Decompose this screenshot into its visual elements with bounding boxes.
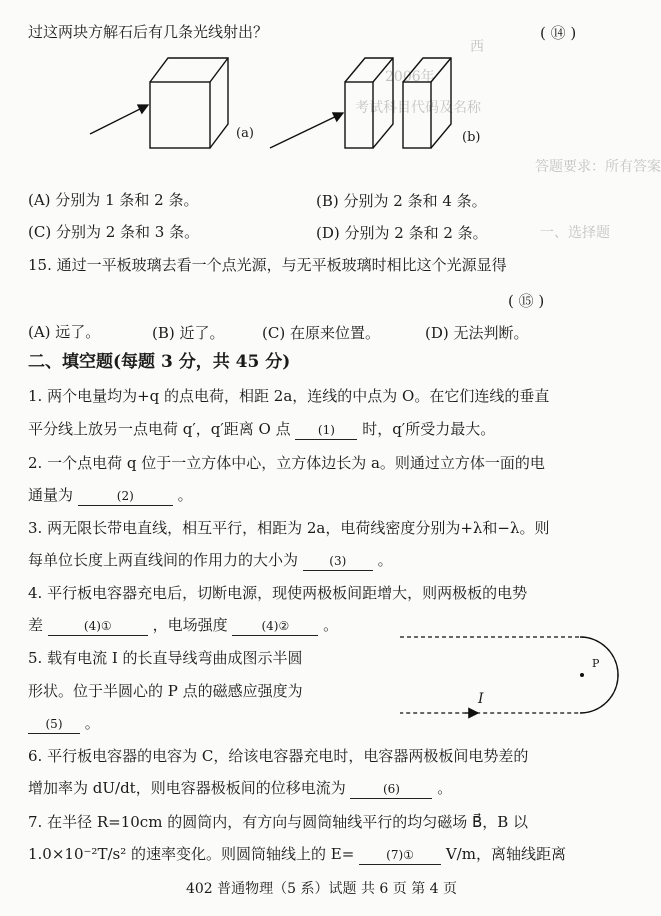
light-ray-a [90,105,148,134]
label-P: P [592,657,600,670]
text: 。 [84,714,100,732]
light-ray-b [270,113,343,148]
label-I: I [478,691,484,707]
option-d: (D) 分别为 2 条和 2 条。 [316,224,488,242]
answer-slot-15: ( ⑮ ) [508,292,545,310]
text: ，电场强度 [152,616,228,634]
option-c: (C) 分别为 2 条和 3 条。 [28,223,200,241]
fill-q2-line2 [28,485,633,506]
answer-blank: (5) [28,715,80,734]
fill-q7-line2 [28,844,633,865]
text: 。 [377,551,393,569]
bleed-text: 2006年 [385,69,435,85]
option-d: (D) 无法判断。 [425,324,529,342]
fill-q7-line1: 7. 在半径 R=10cm 的圆筒内，有方向与圆筒轴线平行的均匀磁场 B⃗，B 以 [28,813,529,831]
answer-blank: (4)② [232,617,318,636]
text: 平分线上放另一点电荷 q′，q′距离 O 点 [28,420,291,438]
answer-blank: (6) [350,780,432,799]
question-text: 过这两块方解石后有几条光线射出？ [28,23,269,41]
text: 增加率为 dU/dt，则电容器极板间的位移电流为 [28,779,346,797]
fill-q6-line2 [28,778,633,799]
fill-q3-line2 [28,550,633,571]
figure-label-b: (b) [462,130,481,145]
option-a: (A) 远了。 [28,323,101,341]
fill-q2-line1: 2. 一个点电荷 q 位于一立方体中心，立方体边长为 a。则通过立方体一面的电 [28,454,545,472]
bleed-text: 一、选择题 [540,225,610,241]
fill-q5-line2: 形状。位于半圆心的 P 点的磁感应强度为 [28,682,303,700]
text: 通量为 [28,486,74,504]
fill-q5-line1: 5. 载有电流 I 的长直导线弯曲成图示半圆 [28,649,303,667]
text: V/m，离轴线距离 [445,845,566,863]
crystal-a [150,58,228,148]
fill-q5-line3 [28,713,633,734]
text: 。 [323,616,339,634]
answer-blank: (2) [78,487,173,506]
bleed-text: 西 [470,39,484,55]
text: 时，q′所受力最大。 [362,420,496,438]
page-footer: 402 普通物理（5 系）试题 共 6 页 第 4 页 [185,881,458,897]
fill-q1-line1: 1. 两个电量均为+q 的点电荷，相距 2a，连线的中点为 O。在它们连线的垂直 [28,387,550,405]
text: 每单位长度上两直线间的作用力的大小为 [28,551,299,569]
section-title: 二、填空题(每题 3 分，共 45 分) [28,352,291,372]
answer-blank: (7)① [359,846,441,865]
answer-blank: (1) [295,421,357,440]
option-b: (B) 近了。 [152,324,225,342]
text: 1.0×10⁻²T/s² 的速率变化。则圆筒轴线上的 E= [28,845,355,863]
fill-q4-line1: 4. 平行板电容器充电后，切断电源，现使两极板间距增大，则两极板的电势 [28,584,528,602]
fill-q4-line2 [28,615,633,636]
fill-q3-line1: 3. 两无限长带电直线，相互平行，相距为 2a，电荷线密度分别为+λ和−λ。则 [28,519,550,537]
text: 差 [28,616,44,634]
text: 。 [177,486,193,504]
option-c: (C) 在原来位置。 [262,324,380,342]
bleed-text: 考试科目代码及名称 [355,100,481,116]
option-b: (B) 分别为 2 条和 4 条。 [316,192,487,210]
question-15: 15. 通过一平板玻璃去看一个点光源，与无平板玻璃时相比这个光源显得 [28,256,507,274]
bleed-text: 答题要求：所有答案 [535,159,661,175]
text: 。 [437,779,453,797]
fill-q6-line1: 6. 平行板电容器的电容为 C，给该电容器充电时，电容器两极板间电势差的 [28,747,529,765]
answer-blank: (3) [303,552,373,571]
answer-blank: (4)① [48,617,148,636]
option-a: (A) 分别为 1 条和 2 条。 [28,191,199,209]
answer-slot-14: ( ⑭ ) [540,24,577,42]
fill-q1-line2 [28,419,633,440]
figure-label-a: (a) [236,126,254,141]
